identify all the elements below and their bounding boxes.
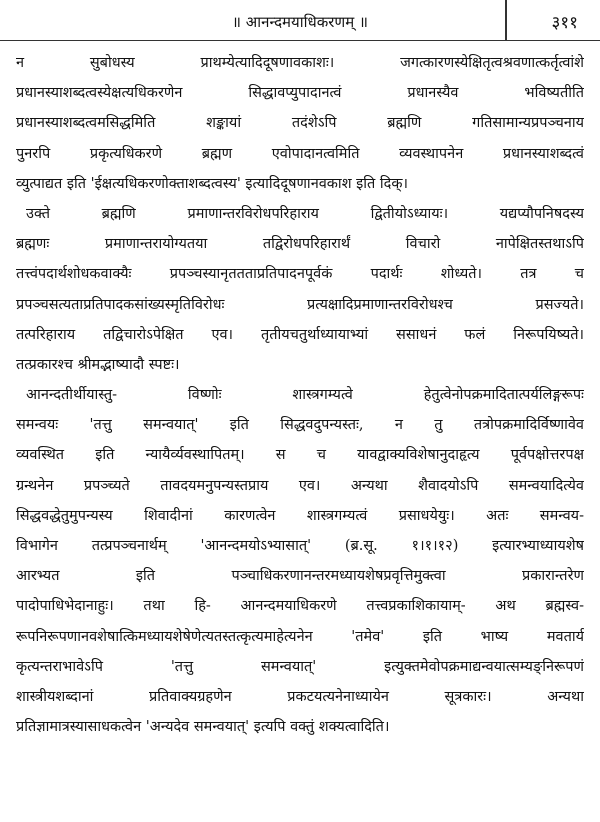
running-title: ॥ आनन्दमयाधिकरणम् ॥	[232, 13, 368, 31]
text-line: प्रधानस्याशब्दत्वमसिद्धमिति शङ्कायां तदंशेऽपि ब्रह्मणि गतिसामान्यप्रपञ्चनाय	[16, 115, 584, 132]
text-line: कृत्यन्तराभावेऽपि 'तत्तु समन्वयात्' इत्युक्तमेवोपक्रमाद्यन्वयात्सम्यङ्निरूपणं	[16, 658, 584, 675]
text-line: प्रपञ्चसत्यताप्रतिपादकसांख्यस्मृतिविरोधः प्रत्यक्षादिप्रमाणान्तरविरोधश्च प्रसज्यते।	[16, 296, 584, 313]
text-line: तत्प्रकारश्च श्रीमद्भाष्यादौ स्पष्टः।	[16, 356, 180, 373]
text-line: सिद्धवद्धेतुमुपन्यस्य शिवादीनां कारणत्वेन शास्त्रगम्यत्वं प्रसाधयेयुः। अतः समन्वय-	[16, 507, 584, 524]
text-line: आनन्दतीर्थीयास्तु- विष्णोः शास्त्रगम्यत्वे हेतुत्वेनोपक्रमादितात्पर्यलिङ्गरूपः	[26, 387, 584, 404]
text-line: पादोपाधिभेदानाहुः। तथा हि- आनन्दमयाधिकरणे तत्त्वप्रकाशिकायाम्- अथ ब्रह्मस्व-	[16, 598, 584, 615]
text-line: आरभ्यत इति पञ्चाधिकरणानन्तरमध्यायशेषप्रवृत्तिमुक्त्वा प्रकारान्तरेण	[16, 568, 584, 585]
text-line: व्युत्पाद्यत इति 'ईक्षत्यधिकरणोक्ताशब्दत्वस्य' इत्यादिदूषणानवकाश इति दिक्।	[16, 175, 408, 192]
running-head	[0, 0, 600, 41]
text-line: ग्रन्थनेन प्रपञ्च्यते तावदयमनुपन्यस्तप्राय एव। अन्यथा शैवादयोऽपि समन्वयादित्येव	[16, 477, 584, 494]
text-line: प्रधानस्याशब्दत्वस्येक्षत्यधिकरणेन सिद्धावप्युपादानत्वं प्रधानस्यैव भविष्यतीति	[16, 85, 584, 102]
text-line: ब्रह्मणः प्रमाणान्तरायोग्यतया तद्विरोधपरिहारार्थं विचारो नापेक्षितस्तथाऽपि	[16, 236, 584, 253]
text-line: समन्वयः 'तत्तु समन्वयात्' इति सिद्धवदुपन्यस्तः, न तु तत्रोपक्रमादिर्विष्णावेव	[16, 417, 584, 434]
text-line: न सुबोधस्य प्राथम्येत्यादिदूषणावकाशः। जगत्कारणस्येक्षितृत्वश्रवणात्कर्तृत्वांशे	[16, 55, 584, 71]
paragraph-2	[16, 199, 584, 380]
paragraph-3	[16, 380, 584, 742]
text-line: पुनरपि प्रकृत्यधिकरणे ब्रह्मण एवोपादानत्वमिति व्यवस्थापनेन प्रधानस्याशब्दत्वं	[16, 145, 584, 162]
paragraph-1	[16, 48, 584, 199]
text-line: तत्त्वंपदार्थशोधकवाक्यैः प्रपञ्चस्यानृततताप्रतिपादनपूर्वकं पदार्थः शोध्यते। तत्र च	[16, 266, 584, 283]
body-text	[16, 48, 584, 742]
text-line: शास्त्रीयशब्दानां प्रतिवाक्यग्रहणेन प्रकटयत्यनेनाध्यायेन सूत्रकारः। अन्यथा	[16, 688, 584, 705]
text-line: विभागेन तत्प्रपञ्चनार्थम् 'आनन्दमयोऽभ्यासात्' (ब्र.सू. १।१।१२) इत्यारभ्याध्यायशेष	[16, 538, 584, 554]
text-line: उक्ते ब्रह्मणि प्रमाणान्तरविरोधपरिहाराय द्वितीयोऽध्यायः। यद्यप्यौपनिषदस्य	[26, 205, 584, 222]
text-line: तत्परिहाराय तद्विचारोऽपेक्षित एव। तृतीयचतुर्थाध्यायाभ्यां ससाधनं फलं निरूपयिष्यते।	[16, 326, 584, 343]
page-number: ३११	[551, 13, 578, 33]
text-line: प्रतिज्ञामात्रस्यासाधकत्वेन 'अन्यदेव समन्वयात्' इत्यपि वक्तुं शक्यत्वादिति।	[16, 719, 390, 736]
header-corner-rule	[505, 0, 507, 40]
text-line: व्यवस्थित इति न्यायैर्व्यवस्थापितम्। स च यावद्वाक्यविशेषानुदाहृत्य पूर्वपक्षोत्तरपक्ष	[16, 447, 584, 464]
text-line: रूपनिरूपणानवशेषात्किमध्यायशेषेणेत्यतस्तत्कृत्यमाहेत्यनेन 'तमेव' इति भाष्य मवतार्य	[16, 628, 584, 645]
